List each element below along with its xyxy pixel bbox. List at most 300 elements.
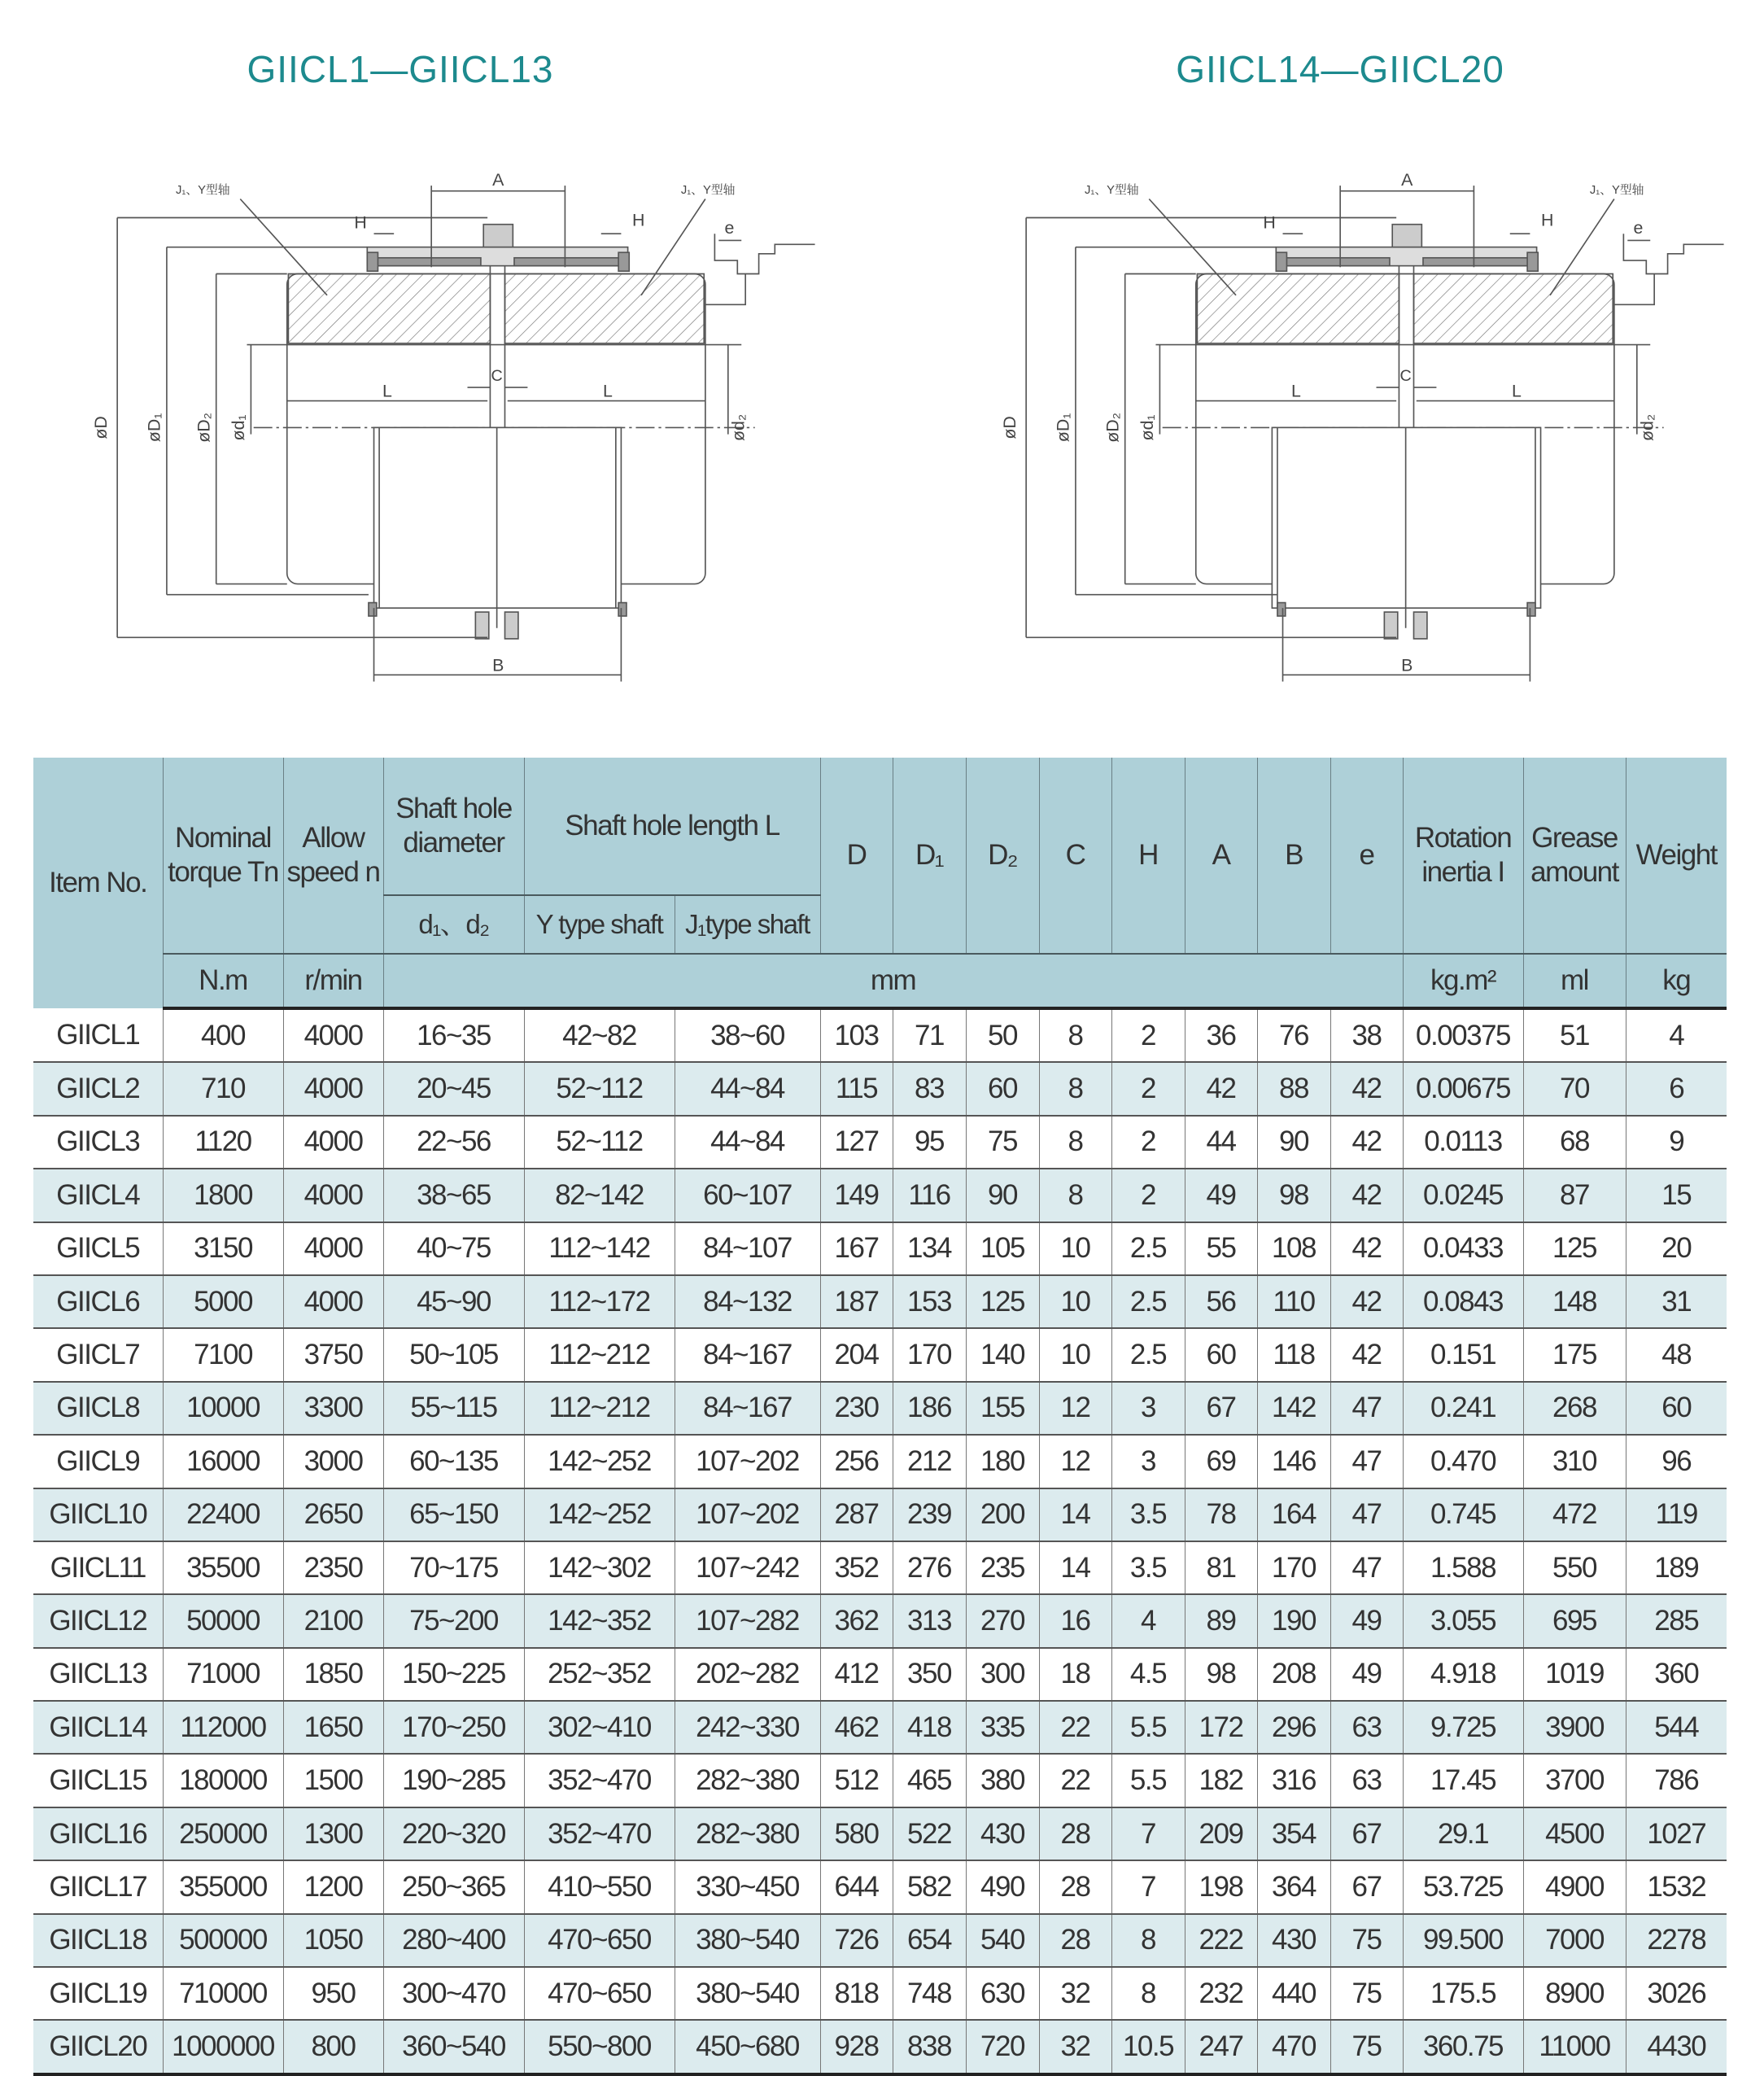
value-cell: 84~167 xyxy=(675,1328,820,1381)
value-cell: 20 xyxy=(1626,1222,1727,1275)
value-cell: 239 xyxy=(893,1488,966,1541)
value-cell: 42 xyxy=(1330,1169,1403,1222)
value-cell: 352~470 xyxy=(524,1754,675,1807)
value-cell: 710 xyxy=(163,1062,283,1115)
table-row xyxy=(33,1222,1727,1275)
value-cell: 6 xyxy=(1626,1062,1727,1115)
value-cell: 90 xyxy=(1257,1116,1330,1169)
value-cell: 15 xyxy=(1626,1169,1727,1222)
value-cell: 512 xyxy=(820,1754,893,1807)
value-cell: 465 xyxy=(893,1754,966,1807)
value-cell: 287 xyxy=(820,1488,893,1541)
dim-label-D: øD xyxy=(1000,416,1020,439)
value-cell: 95 xyxy=(893,1116,966,1169)
value-cell: 142~302 xyxy=(524,1541,675,1594)
value-cell: 470~650 xyxy=(524,1914,675,1967)
model-cell: GIICL13 xyxy=(33,1648,163,1701)
dim-label-L-left: L xyxy=(1291,381,1301,401)
value-cell: 8 xyxy=(1039,1008,1111,1062)
model-cell: GIICL7 xyxy=(33,1328,163,1381)
value-cell: 107~242 xyxy=(675,1541,820,1594)
value-cell: 256 xyxy=(820,1435,893,1488)
value-cell: 22400 xyxy=(163,1488,283,1541)
value-cell: 748 xyxy=(893,1967,966,2020)
value-cell: 360~540 xyxy=(383,2020,524,2074)
value-cell: 189 xyxy=(1626,1541,1727,1594)
value-cell: 112000 xyxy=(163,1701,283,1754)
dim-label-H-right: H xyxy=(632,210,645,230)
value-cell: 71000 xyxy=(163,1648,283,1701)
value-cell: 720 xyxy=(966,2020,1039,2074)
coupling-drawing-svg xyxy=(1000,167,1737,695)
value-cell: 142 xyxy=(1257,1382,1330,1435)
value-cell: 47 xyxy=(1330,1541,1403,1594)
dim-label-d1: ød₁ xyxy=(229,414,249,441)
value-cell: 204 xyxy=(820,1328,893,1381)
value-cell: 282~380 xyxy=(675,1807,820,1860)
value-cell: 360.75 xyxy=(1403,2020,1523,2074)
value-cell: 3.5 xyxy=(1111,1541,1185,1594)
value-cell: 355000 xyxy=(163,1860,283,1913)
value-cell: 107~202 xyxy=(675,1488,820,1541)
header-hole-length: Shaft hole length L xyxy=(524,758,820,895)
value-cell: 115 xyxy=(820,1062,893,1115)
value-cell: 12 xyxy=(1039,1382,1111,1435)
unit-weight: kg xyxy=(1626,954,1727,1008)
table-row xyxy=(33,1860,1727,1913)
value-cell: 55 xyxy=(1185,1222,1257,1275)
value-cell: 300 xyxy=(966,1648,1039,1701)
value-cell: 28 xyxy=(1039,1807,1111,1860)
header-d1d2: d₁、d₂ xyxy=(383,895,524,954)
value-cell: 75~200 xyxy=(383,1594,524,1647)
dim-label-A: A xyxy=(492,170,504,190)
value-cell: 0.745 xyxy=(1403,1488,1523,1541)
value-cell: 302~410 xyxy=(524,1701,675,1754)
value-cell: 22~56 xyxy=(383,1116,524,1169)
value-cell: 2 xyxy=(1111,1062,1185,1115)
value-cell: 3900 xyxy=(1523,1701,1626,1754)
value-cell: 1300 xyxy=(283,1807,383,1860)
value-cell: 0.00375 xyxy=(1403,1008,1523,1062)
value-cell: 42 xyxy=(1330,1116,1403,1169)
value-cell: 362 xyxy=(820,1594,893,1647)
value-cell: 127 xyxy=(820,1116,893,1169)
value-cell: 148 xyxy=(1523,1275,1626,1328)
value-cell: 270 xyxy=(966,1594,1039,1647)
value-cell: 1532 xyxy=(1626,1860,1727,1913)
value-cell: 63 xyxy=(1330,1701,1403,1754)
value-cell: 42 xyxy=(1185,1062,1257,1115)
value-cell: 296 xyxy=(1257,1701,1330,1754)
value-cell: 8 xyxy=(1039,1116,1111,1169)
model-cell: GIICL20 xyxy=(33,2020,163,2074)
dim-label-d2: ød₂ xyxy=(1637,413,1657,441)
value-cell: 3.5 xyxy=(1111,1488,1185,1541)
value-cell: 47 xyxy=(1330,1382,1403,1435)
value-cell: 4000 xyxy=(283,1275,383,1328)
value-cell: 268 xyxy=(1523,1382,1626,1435)
header-H: H xyxy=(1111,758,1185,954)
header-D1: D₁ xyxy=(893,758,966,954)
value-cell: 4430 xyxy=(1626,2020,1727,2074)
value-cell: 3700 xyxy=(1523,1754,1626,1807)
value-cell: 84~107 xyxy=(675,1222,820,1275)
value-cell: 212 xyxy=(893,1435,966,1488)
value-cell: 36 xyxy=(1185,1008,1257,1062)
value-cell: 99.500 xyxy=(1403,1914,1523,1967)
hub-section-right xyxy=(1413,273,1613,343)
value-cell: 17.45 xyxy=(1403,1754,1523,1807)
dim-label-A: A xyxy=(1401,170,1413,190)
value-cell: 4900 xyxy=(1523,1860,1626,1913)
diagram-title-left: GIICL1—GIICL13 xyxy=(247,48,554,90)
value-cell: 472 xyxy=(1523,1488,1626,1541)
value-cell: 0.0843 xyxy=(1403,1275,1523,1328)
value-cell: 928 xyxy=(820,2020,893,2074)
value-cell: 209 xyxy=(1185,1807,1257,1860)
value-cell: 2100 xyxy=(283,1594,383,1647)
value-cell: 50~105 xyxy=(383,1328,524,1381)
dim-label-e: e xyxy=(1633,218,1644,238)
value-cell: 4000 xyxy=(283,1169,383,1222)
value-cell: 5.5 xyxy=(1111,1701,1185,1754)
value-cell: 60~135 xyxy=(383,1435,524,1488)
value-cell: 500000 xyxy=(163,1914,283,1967)
value-cell: 22 xyxy=(1039,1701,1111,1754)
value-cell: 22 xyxy=(1039,1754,1111,1807)
value-cell: 175.5 xyxy=(1403,1967,1523,2020)
value-cell: 4000 xyxy=(283,1116,383,1169)
value-cell: 2 xyxy=(1111,1169,1185,1222)
value-cell: 3300 xyxy=(283,1382,383,1435)
header-item-no: Item No. xyxy=(33,758,163,1008)
value-cell: 400 xyxy=(163,1008,283,1062)
value-cell: 150~225 xyxy=(383,1648,524,1701)
value-cell: 9 xyxy=(1626,1116,1727,1169)
bolt-top xyxy=(1392,225,1421,247)
dim-label-L-right: L xyxy=(1512,381,1522,401)
shaft-type-label-left: J₁、Y型轴 xyxy=(1085,183,1139,197)
value-cell: 88 xyxy=(1257,1062,1330,1115)
model-cell: GIICL12 xyxy=(33,1594,163,1647)
model-cell: GIICL8 xyxy=(33,1382,163,1435)
value-cell: 2278 xyxy=(1626,1914,1727,1967)
value-cell: 125 xyxy=(1523,1222,1626,1275)
value-cell: 112~142 xyxy=(524,1222,675,1275)
value-cell: 0.00675 xyxy=(1403,1062,1523,1115)
dim-label-d2: ød₂ xyxy=(728,413,749,441)
table-row xyxy=(33,1382,1727,1435)
value-cell: 8 xyxy=(1039,1169,1111,1222)
value-cell: 20~45 xyxy=(383,1062,524,1115)
hub-section-left xyxy=(1197,273,1399,343)
value-cell: 1050 xyxy=(283,1914,383,1967)
value-cell: 550~800 xyxy=(524,2020,675,2074)
hub-section-left xyxy=(288,273,490,343)
coupling-drawing-svg xyxy=(90,167,828,695)
value-cell: 202~282 xyxy=(675,1648,820,1701)
value-cell: 316 xyxy=(1257,1754,1330,1807)
value-cell: 53.725 xyxy=(1403,1860,1523,1913)
value-cell: 170 xyxy=(893,1328,966,1381)
value-cell: 200 xyxy=(966,1488,1039,1541)
table-row xyxy=(33,1594,1727,1647)
value-cell: 2.5 xyxy=(1111,1275,1185,1328)
value-cell: 38 xyxy=(1330,1008,1403,1062)
value-cell: 71 xyxy=(893,1008,966,1062)
value-cell: 11000 xyxy=(1523,2020,1626,2074)
value-cell: 60~107 xyxy=(675,1169,820,1222)
model-cell: GIICL9 xyxy=(33,1435,163,1488)
value-cell: 0.470 xyxy=(1403,1435,1523,1488)
value-cell: 45~90 xyxy=(383,1275,524,1328)
value-cell: 164 xyxy=(1257,1488,1330,1541)
value-cell: 60 xyxy=(1185,1328,1257,1381)
value-cell: 450~680 xyxy=(675,2020,820,2074)
value-cell: 232 xyxy=(1185,1967,1257,2020)
value-cell: 125 xyxy=(966,1275,1039,1328)
value-cell: 47 xyxy=(1330,1435,1403,1488)
value-cell: 172 xyxy=(1185,1701,1257,1754)
value-cell: 8 xyxy=(1111,1914,1185,1967)
value-cell: 1200 xyxy=(283,1860,383,1913)
value-cell: 52~112 xyxy=(524,1116,675,1169)
value-cell: 380~540 xyxy=(675,1914,820,1967)
value-cell: 28 xyxy=(1039,1914,1111,1967)
value-cell: 28 xyxy=(1039,1860,1111,1913)
value-cell: 198 xyxy=(1185,1860,1257,1913)
dim-label-H-left: H xyxy=(1263,212,1276,233)
value-cell: 430 xyxy=(966,1807,1039,1860)
unit-mm: mm xyxy=(383,954,1403,1008)
table-row xyxy=(33,1488,1727,1541)
value-cell: 4 xyxy=(1626,1008,1727,1062)
value-cell: 350 xyxy=(893,1648,966,1701)
value-cell: 4000 xyxy=(283,1222,383,1275)
value-cell: 67 xyxy=(1330,1860,1403,1913)
value-cell: 44 xyxy=(1185,1116,1257,1169)
header-C: C xyxy=(1039,758,1111,954)
value-cell: 1.588 xyxy=(1403,1541,1523,1594)
unit-grease: ml xyxy=(1523,954,1626,1008)
value-cell: 644 xyxy=(820,1860,893,1913)
value-cell: 2.5 xyxy=(1111,1328,1185,1381)
value-cell: 5000 xyxy=(163,1275,283,1328)
bolt-bottom-left xyxy=(475,612,488,639)
value-cell: 78 xyxy=(1185,1488,1257,1541)
value-cell: 838 xyxy=(893,2020,966,2074)
dim-label-C: C xyxy=(1399,366,1412,385)
value-cell: 695 xyxy=(1523,1594,1626,1647)
bolt-bottom-right xyxy=(504,612,517,639)
value-cell: 38~60 xyxy=(675,1008,820,1062)
value-cell: 42~82 xyxy=(524,1008,675,1062)
value-cell: 116 xyxy=(893,1169,966,1222)
value-cell: 276 xyxy=(893,1541,966,1594)
value-cell: 75 xyxy=(1330,2020,1403,2074)
value-cell: 18 xyxy=(1039,1648,1111,1701)
value-cell: 112~212 xyxy=(524,1328,675,1381)
value-cell: 44~84 xyxy=(675,1116,820,1169)
value-cell: 49 xyxy=(1330,1648,1403,1701)
value-cell: 354 xyxy=(1257,1807,1330,1860)
value-cell: 1120 xyxy=(163,1116,283,1169)
diagram-title-right: GIICL14—GIICL20 xyxy=(1176,48,1504,90)
value-cell: 380~540 xyxy=(675,1967,820,2020)
value-cell: 10000 xyxy=(163,1382,283,1435)
value-cell: 16000 xyxy=(163,1435,283,1488)
value-cell: 67 xyxy=(1185,1382,1257,1435)
header-grease: Grease amount xyxy=(1523,758,1626,954)
value-cell: 170 xyxy=(1257,1541,1330,1594)
value-cell: 7 xyxy=(1111,1860,1185,1913)
value-cell: 16 xyxy=(1039,1594,1111,1647)
value-cell: 180000 xyxy=(163,1754,283,1807)
value-cell: 14 xyxy=(1039,1541,1111,1594)
model-cell: GIICL16 xyxy=(33,1807,163,1860)
value-cell: 726 xyxy=(820,1914,893,1967)
header-inertia: Rotation inertia I xyxy=(1403,758,1523,954)
value-cell: 29.1 xyxy=(1403,1807,1523,1860)
value-cell: 112~172 xyxy=(524,1275,675,1328)
value-cell: 4.5 xyxy=(1111,1648,1185,1701)
value-cell: 48 xyxy=(1626,1328,1727,1381)
value-cell: 35500 xyxy=(163,1541,283,1594)
value-cell: 49 xyxy=(1185,1169,1257,1222)
value-cell: 75 xyxy=(1330,1967,1403,2020)
value-cell: 418 xyxy=(893,1701,966,1754)
value-cell: 4000 xyxy=(283,1062,383,1115)
value-cell: 112~212 xyxy=(524,1382,675,1435)
value-cell: 55~115 xyxy=(383,1382,524,1435)
value-cell: 9.725 xyxy=(1403,1701,1523,1754)
value-cell: 63 xyxy=(1330,1754,1403,1807)
table-row xyxy=(33,1967,1727,2020)
value-cell: 470~650 xyxy=(524,1967,675,2020)
value-cell: 10 xyxy=(1039,1222,1111,1275)
value-cell: 51 xyxy=(1523,1008,1626,1062)
value-cell: 142~352 xyxy=(524,1594,675,1647)
value-cell: 87 xyxy=(1523,1169,1626,1222)
value-cell: 2 xyxy=(1111,1116,1185,1169)
value-cell: 220~320 xyxy=(383,1807,524,1860)
table-row xyxy=(33,1116,1727,1169)
value-cell: 7100 xyxy=(163,1328,283,1381)
value-cell: 167 xyxy=(820,1222,893,1275)
value-cell: 282~380 xyxy=(675,1754,820,1807)
value-cell: 412 xyxy=(820,1648,893,1701)
value-cell: 950 xyxy=(283,1967,383,2020)
value-cell: 96 xyxy=(1626,1435,1727,1488)
value-cell: 180 xyxy=(966,1435,1039,1488)
value-cell: 42 xyxy=(1330,1062,1403,1115)
value-cell: 380 xyxy=(966,1754,1039,1807)
dim-label-B: B xyxy=(492,655,504,675)
table-row xyxy=(33,1169,1727,1222)
value-cell: 153 xyxy=(893,1275,966,1328)
value-cell: 118 xyxy=(1257,1328,1330,1381)
table-row xyxy=(33,2020,1727,2074)
value-cell: 155 xyxy=(966,1382,1039,1435)
dim-label-D: øD xyxy=(90,416,111,439)
value-cell: 89 xyxy=(1185,1594,1257,1647)
value-cell: 800 xyxy=(283,2020,383,2074)
coupling-drawing-small xyxy=(90,167,828,695)
dim-label-L-left: L xyxy=(382,381,392,401)
value-cell: 98 xyxy=(1185,1648,1257,1701)
value-cell: 108 xyxy=(1257,1222,1330,1275)
value-cell: 540 xyxy=(966,1914,1039,1967)
value-cell: 1850 xyxy=(283,1648,383,1701)
value-cell: 330~450 xyxy=(675,1860,820,1913)
value-cell: 313 xyxy=(893,1594,966,1647)
model-cell: GIICL19 xyxy=(33,1967,163,2020)
value-cell: 3000 xyxy=(283,1435,383,1488)
value-cell: 32 xyxy=(1039,2020,1111,2074)
dim-label-B: B xyxy=(1401,655,1413,675)
model-cell: GIICL2 xyxy=(33,1062,163,1115)
value-cell: 142~252 xyxy=(524,1488,675,1541)
value-cell: 49 xyxy=(1330,1594,1403,1647)
value-cell: 182 xyxy=(1185,1754,1257,1807)
value-cell: 7000 xyxy=(1523,1914,1626,1967)
value-cell: 1800 xyxy=(163,1169,283,1222)
value-cell: 3026 xyxy=(1626,1967,1727,2020)
table-row xyxy=(33,1435,1727,1488)
value-cell: 3150 xyxy=(163,1222,283,1275)
value-cell: 580 xyxy=(820,1807,893,1860)
model-cell: GIICL11 xyxy=(33,1541,163,1594)
hub-section-right xyxy=(504,273,704,343)
header-A: A xyxy=(1185,758,1257,954)
table-row xyxy=(33,1328,1727,1381)
value-cell: 235 xyxy=(966,1541,1039,1594)
value-cell: 3 xyxy=(1111,1382,1185,1435)
shaft-type-label-left: J₁、Y型轴 xyxy=(176,183,230,197)
value-cell: 187 xyxy=(820,1275,893,1328)
value-cell: 75 xyxy=(966,1116,1039,1169)
value-cell: 40~75 xyxy=(383,1222,524,1275)
value-cell: 8 xyxy=(1039,1062,1111,1115)
model-cell: GIICL3 xyxy=(33,1116,163,1169)
value-cell: 68 xyxy=(1523,1116,1626,1169)
value-cell: 75 xyxy=(1330,1914,1403,1967)
value-cell: 31 xyxy=(1626,1275,1727,1328)
header-D: D xyxy=(820,758,893,954)
value-cell: 818 xyxy=(820,1967,893,2020)
value-cell: 105 xyxy=(966,1222,1039,1275)
value-cell: 440 xyxy=(1257,1967,1330,2020)
value-cell: 107~282 xyxy=(675,1594,820,1647)
value-cell: 250000 xyxy=(163,1807,283,1860)
value-cell: 0.0245 xyxy=(1403,1169,1523,1222)
model-cell: GIICL5 xyxy=(33,1222,163,1275)
value-cell: 10 xyxy=(1039,1275,1111,1328)
model-cell: GIICL4 xyxy=(33,1169,163,1222)
bolt-top xyxy=(483,225,513,247)
table-row xyxy=(33,1062,1727,1115)
value-cell: 4.918 xyxy=(1403,1648,1523,1701)
value-cell: 81 xyxy=(1185,1541,1257,1594)
dim-label-D1: øD₁ xyxy=(144,413,164,443)
value-cell: 107~202 xyxy=(675,1435,820,1488)
header-torque: Nominal torque Tn xyxy=(163,758,283,954)
header-D2: D₂ xyxy=(966,758,1039,954)
value-cell: 470 xyxy=(1257,2020,1330,2074)
value-cell: 60 xyxy=(1626,1382,1727,1435)
value-cell: 335 xyxy=(966,1701,1039,1754)
